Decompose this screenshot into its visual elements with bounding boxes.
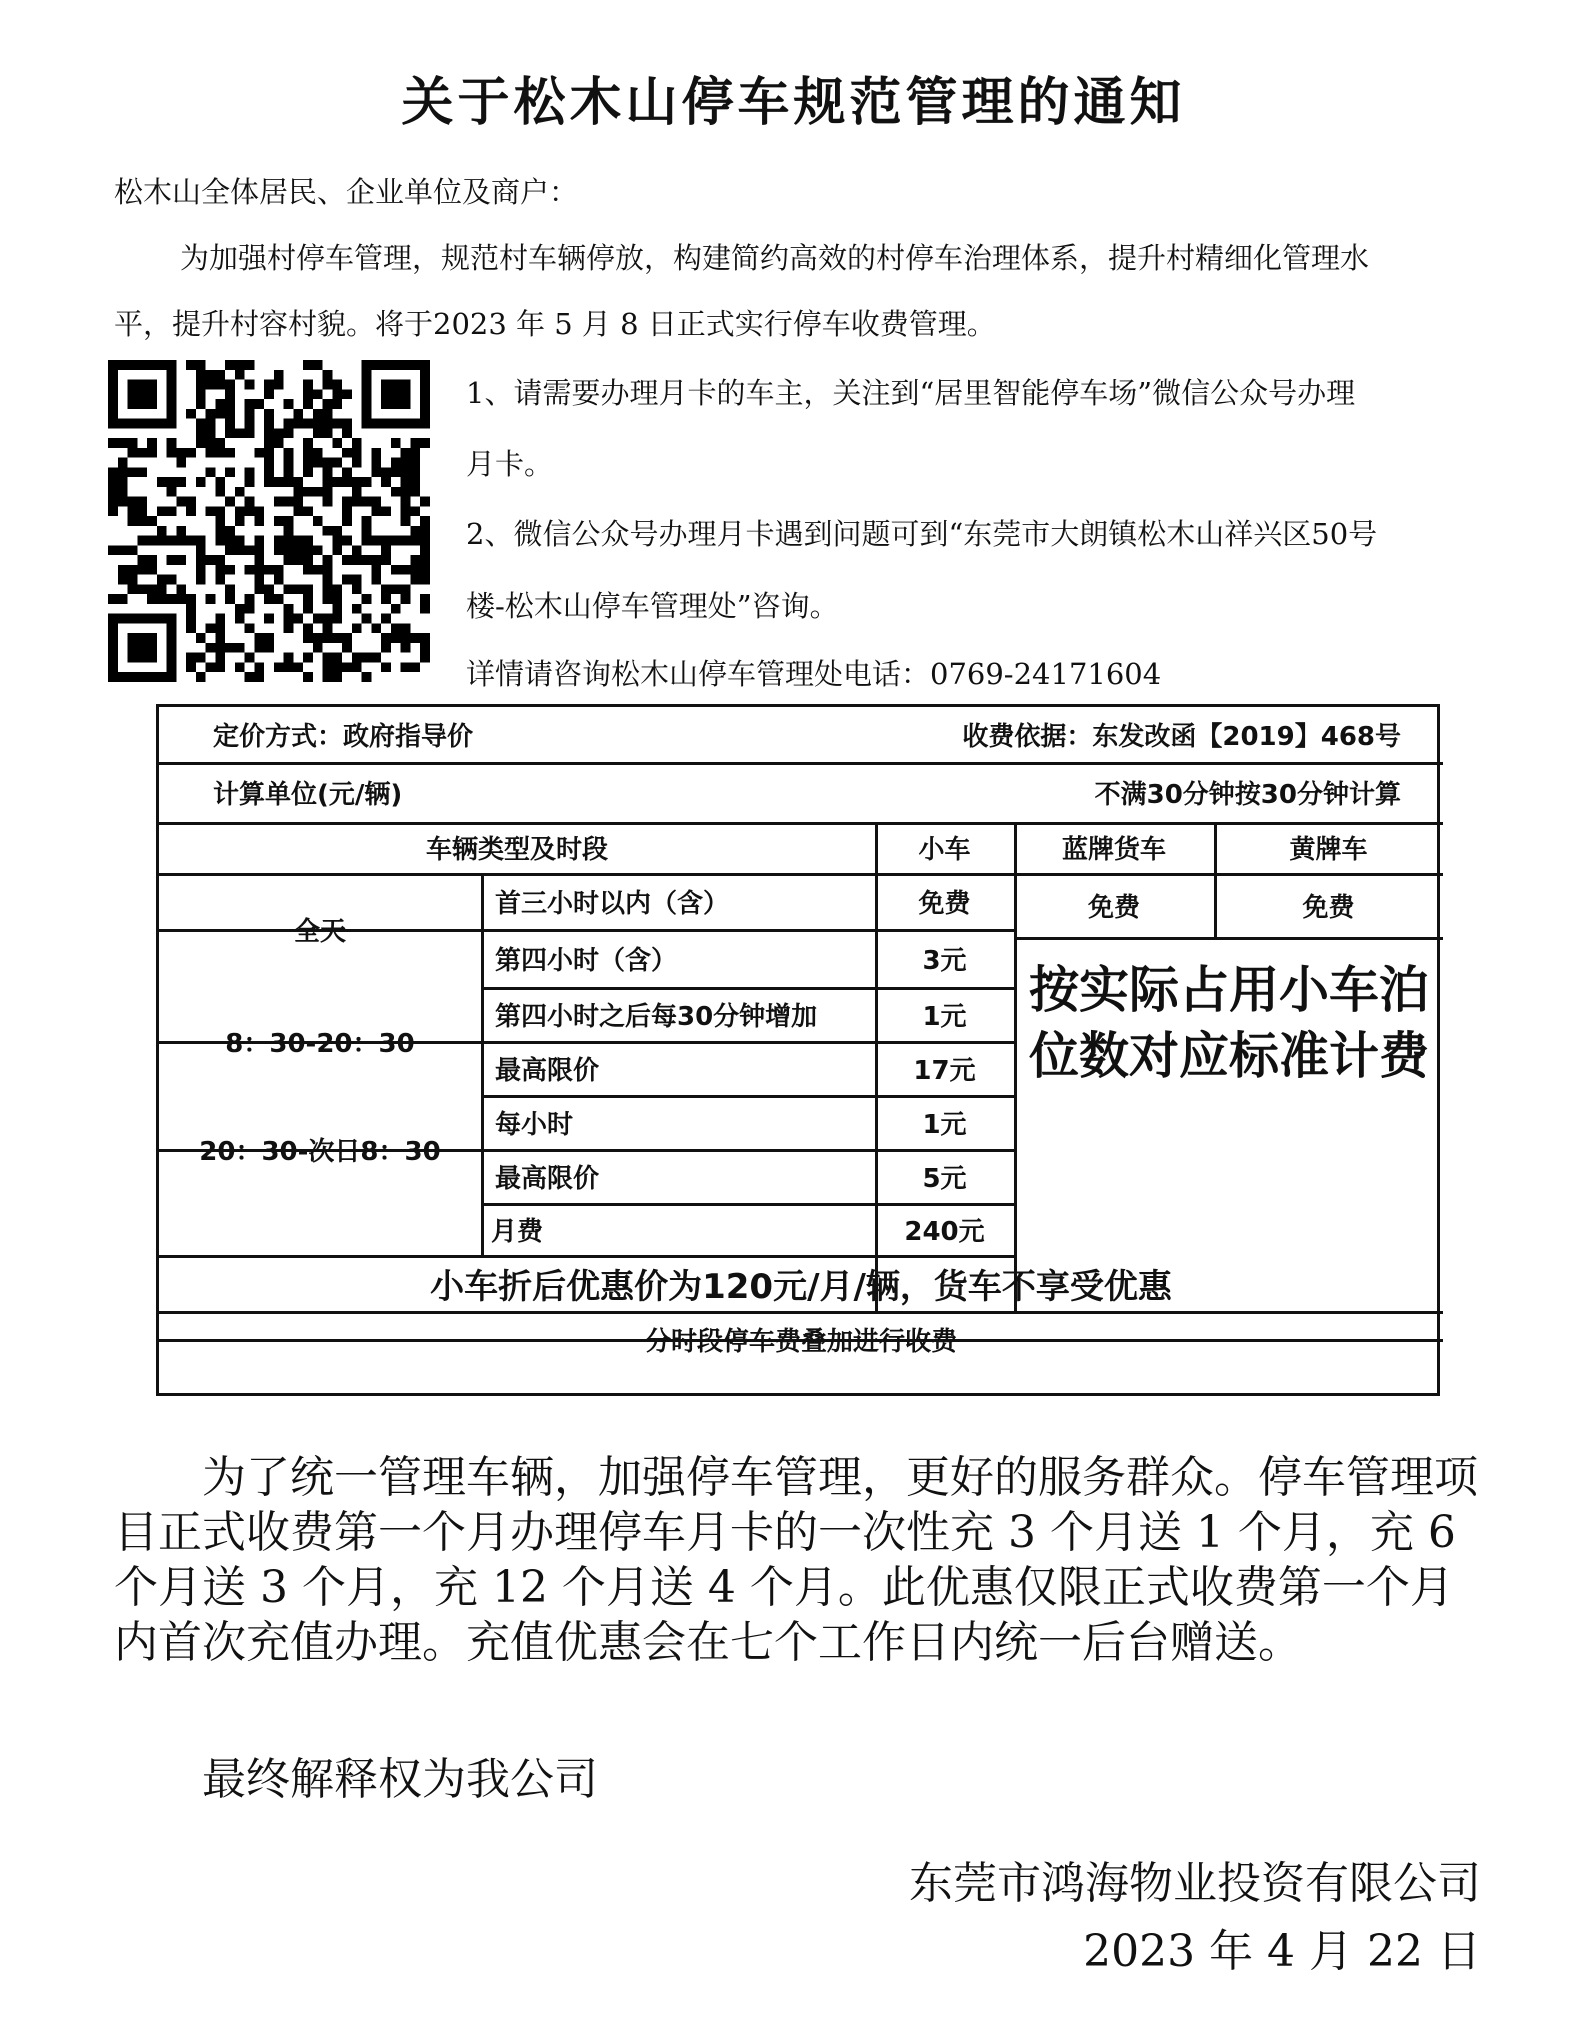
company-name: 东莞市鸿海物业投资有限公司 (909, 1858, 1481, 1909)
body-paragraph: 为了统一管理车辆，加强停车管理，更好的服务群众。停车管理项目正式收费第一个月办理停车月卡的一次性充 3 个月送 1 个月，充 6 个月送 3 个月，充 12 个月送 4 个月。此优惠仅限正式收费第一个月内首次充值办理。充值优惠会在七个工作日内统一后台赠送。 (114, 1452, 1478, 1668)
small-car-free: 免费 (918, 888, 971, 919)
fourth-hour-label: 第四小时（含） (495, 945, 678, 976)
intro-line-1: 为加强村停车管理，规范村车辆停放，构建简约高效的村停车治理体系，提升村精细化管理水 (180, 241, 1370, 275)
blue-truck-free: 免费 (1087, 892, 1140, 923)
item-2-line-2: 楼-松木山停车管理处”咨询。 (466, 589, 839, 623)
discount-note: 小车折后优惠价为120元/月/辆，货车不享受优惠 (430, 1266, 1172, 1307)
allday-label: 全天 (293, 916, 346, 947)
first-3-hours-label: 首三小时以内（含） (495, 888, 730, 919)
item-1-line-2: 月卡。 (466, 447, 554, 481)
header-vehicle-type: 车辆类型及时段 (425, 835, 608, 865)
truck-pricing-note: 按实际占用小车泊位数对应标准计费 (1029, 961, 1429, 1085)
pricing-method: 定价方式：政府指导价 (213, 722, 474, 752)
contact-phone: 详情请咨询松木山停车管理处电话：0769-24171604 (466, 657, 1162, 691)
night-period-label: 20：30-次日8：30 (199, 1136, 441, 1167)
qr-code-image (108, 360, 430, 682)
intro-line-2: 平，提升村容村貌。将于2023 年 5 月 8 日正式实行停车收费管理。 (114, 307, 996, 341)
header-blue-truck: 蓝牌货车 (1061, 835, 1166, 865)
night-hourly-label: 每小时 (495, 1109, 574, 1140)
after-fourth-hour-label: 第四小时之后每30分钟增加 (495, 1001, 818, 1032)
day-max-price: 17元 (913, 1055, 976, 1086)
stacking-note: 分时段停车费叠加进行收费 (644, 1326, 957, 1357)
night-hourly-price: 1元 (922, 1109, 967, 1140)
notice-title: 关于松木山停车规范管理的通知 (401, 72, 1186, 133)
fourth-hour-price: 3元 (922, 945, 967, 976)
fee-basis: 收费依据：东发改函【2019】468号 (962, 722, 1401, 752)
header-small-car: 小车 (918, 835, 971, 865)
notice-date: 2023 年 4 月 22 日 (1083, 1926, 1481, 1977)
night-max-price: 5元 (922, 1163, 967, 1194)
monthly-fee-label: 月费 (490, 1216, 543, 1247)
item-2-line-1: 2、微信公众号办理月卡遇到问题可到“东莞市大朗镇松木山祥兴区50号 (466, 517, 1378, 551)
day-period-label: 8：30-20：30 (225, 1028, 415, 1059)
yellow-plate-free: 免费 (1302, 892, 1355, 923)
night-max-label: 最高限价 (495, 1163, 600, 1194)
rounding-rule: 不满30分钟按30分钟计算 (1094, 779, 1401, 810)
calc-unit: 计算单位(元/辆) (213, 779, 403, 810)
item-1-line-1: 1、请需要办理月卡的车主，关注到“居里智能停车场”微信公众号办理 (466, 376, 1356, 410)
header-yellow-plate: 黄牌车 (1289, 835, 1368, 865)
after-fourth-hour-price: 1元 (922, 1001, 967, 1032)
day-max-label: 最高限价 (495, 1055, 600, 1086)
final-right-statement: 最终解释权为我公司 (202, 1754, 598, 1805)
fee-table (156, 704, 1440, 1396)
greeting: 松木山全体居民、企业单位及商户： (114, 175, 579, 209)
monthly-fee-price: 240元 (904, 1216, 985, 1247)
